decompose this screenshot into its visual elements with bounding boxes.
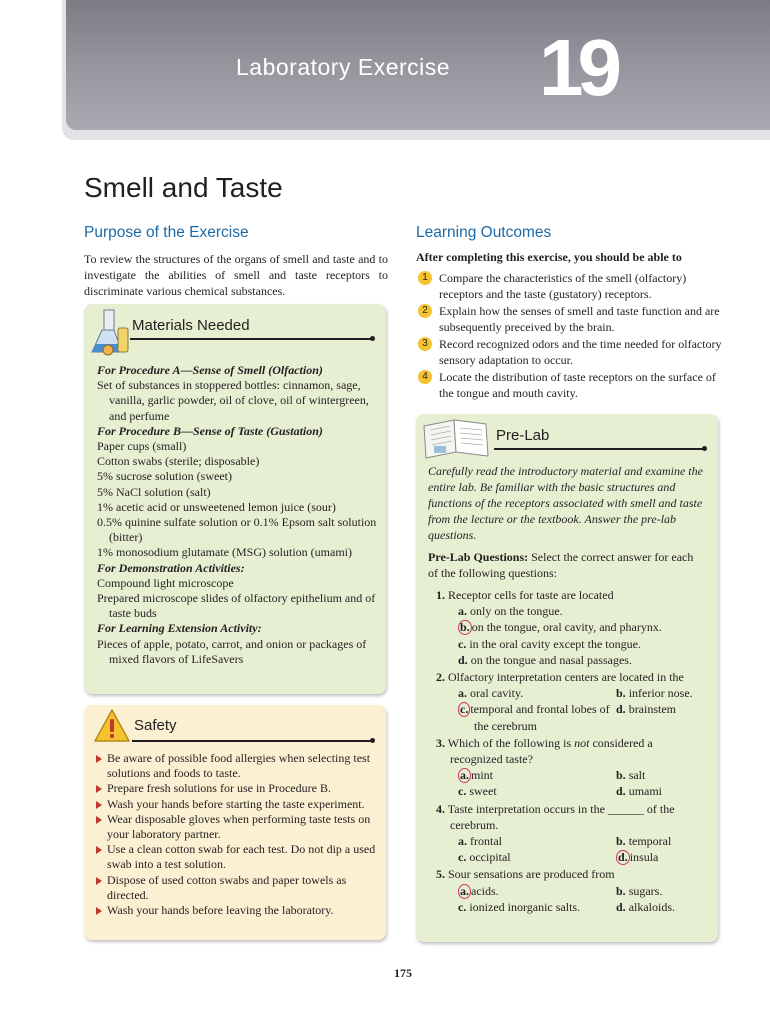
purpose-text: To review the structures of the organs of smell and taste and to investigate the abilities of smell and taste receptors to discriminate various chemical substances. (84, 252, 388, 298)
materials-item: 5% NaCl solution (salt) (97, 484, 211, 499)
warning-icon (92, 707, 132, 745)
prelab-rule (494, 448, 704, 450)
answer-circle: a. (460, 768, 469, 783)
outcome-item (416, 270, 722, 302)
safety-item: Use a clean cotton swab for each test. Do not dip a used swab into a test solution. (96, 842, 378, 872)
answer-option[interactable]: d. brainstem (616, 702, 677, 717)
answer-option[interactable]: d. umami (616, 784, 663, 799)
answer-option[interactable]: a. frontal (458, 834, 502, 849)
outcome-number-badge: 4 (418, 370, 432, 384)
question-stem: 1. Receptor cells for taste are located (436, 588, 614, 602)
materials-rule (130, 338, 372, 340)
question (436, 587, 706, 668)
answer-option[interactable]: d. alkaloids. (616, 899, 676, 914)
safety-list (96, 751, 378, 918)
outcome-text: Locate the distribution of taste receptors on the surface of the tongue and mouth cavity. (439, 370, 716, 400)
materials-item: 1% monosodium glutamate (MSG) solution (umami) (97, 545, 352, 560)
materials-item: Cotton swabs (sterile; disposable) (97, 454, 260, 469)
safety-item: Wash your hands before leaving the laboratory. (96, 903, 378, 918)
materials-item: Prepared microscope slides of olfactory epithelium and of taste buds (97, 591, 376, 621)
question-stem: 4. Taste interpretation occurs in the ______ of the cerebrum. (436, 801, 675, 832)
answer-option[interactable]: c. sweet (458, 784, 497, 799)
question (436, 669, 706, 734)
materials-group-label: For Procedure A—Sense of Smell (Olfaction) (97, 363, 323, 377)
answer-option-selected[interactable]: a. mint (460, 768, 494, 783)
outcome-number-badge: 2 (418, 304, 432, 318)
prelab-questions (436, 587, 706, 916)
outcome-text: Compare the characteristics of the smell (olfactory) receptors and the taste (gustatory) receptors. (439, 271, 687, 301)
outcomes-intro: After completing this exercise, you should be able to (416, 250, 682, 264)
lab-glassware-icon (88, 308, 132, 356)
question-stem: 3. Which of the following is not considered a recognized taste? (436, 735, 653, 767)
question-stem: 5. Sour sensations are produced from (436, 867, 615, 882)
materials-list (97, 363, 379, 667)
materials-item: Pieces of apple, potato, carrot, and onion or packages of mixed flavors of LifeSavers (97, 636, 367, 666)
exercise-number: 19 (539, 23, 616, 112)
outcome-item (416, 369, 722, 401)
safety-rule (132, 740, 372, 742)
safety-item: Be aware of possible food allergies when selecting test solutions and foods to taste. (96, 751, 378, 781)
answer-option[interactable]: b. temporal (616, 834, 672, 849)
page-title: Smell and Taste (84, 172, 283, 203)
answer-circle: c. (460, 702, 469, 717)
page-number: 175 (394, 966, 412, 980)
answer-option[interactable]: b. sugars. (616, 883, 663, 898)
purpose-heading: Purpose of the Exercise (84, 224, 249, 241)
safety-item: Wear disposable gloves when performing taste tests on your laboratory partner. (96, 812, 378, 842)
answer-option[interactable]: a. oral cavity. (458, 686, 524, 701)
answer-option[interactable]: c. ionized inorganic salts. (458, 899, 581, 914)
materials-item: Compound light microscope (97, 575, 234, 590)
question-stem: 2. Olfactory interpretation centers are located in the (436, 670, 684, 685)
answer-option[interactable]: b. inferior nose. (616, 686, 693, 701)
outcome-number-badge: 1 (418, 271, 432, 285)
safety-item: Wash your hands before starting the taste experiment. (96, 797, 378, 812)
answer-option[interactable]: c. occipital (458, 850, 511, 865)
materials-group-label: For Demonstration Activities: (97, 560, 245, 575)
safety-item: Dispose of used cotton swabs and paper towels as directed. (96, 873, 378, 903)
materials-item: 1% acetic acid or unsweetened lemon juice (sour) (97, 499, 336, 514)
question (436, 866, 706, 915)
header-banner (66, 0, 770, 130)
materials-group-label: For Learning Extension Activity: (97, 621, 262, 636)
materials-item: 0.5% quinine sulfate solution or 0.1% Epsom salt solution (bitter) (97, 515, 377, 545)
answer-option[interactable]: a. only on the tongue. (458, 604, 563, 619)
materials-item: 5% sucrose solution (sweet) (97, 469, 232, 484)
answer-option-selected[interactable]: b. on the tongue, oral cavity, and pharynx. (460, 620, 662, 635)
safety-heading: Safety (134, 717, 177, 734)
safety-item: Prepare fresh solutions for use in Procedure B. (96, 781, 378, 796)
materials-item: Set of substances in stoppered bottles: cinnamon, sage, vanilla, garlic powder, oil of clove, oil of wintergreen, and perfume (97, 378, 369, 423)
prelab-heading: Pre-Lab (496, 427, 550, 444)
prelab-questions-label: Pre-Lab Questions: (428, 550, 529, 564)
outcome-item (416, 303, 722, 335)
materials-heading: Materials Needed (132, 317, 250, 334)
question (436, 801, 706, 866)
answer-circle: b. (460, 620, 470, 635)
prelab-questions-heading (428, 549, 706, 581)
outcome-item (416, 336, 722, 368)
outcomes-list (416, 270, 722, 402)
answer-option-selected[interactable]: d. insula (618, 850, 659, 865)
answer-circle: d. (618, 850, 628, 865)
prelab-intro: Carefully read the introductory material and examine the entire lab. Be familiar with the basic structures and functions of the receptors associated with smell and taste from the lecture or the textbook. Answer the pre-lab questions. (428, 464, 703, 542)
prelab-questions-instruction: Select the correct answer for each of the following questions: (428, 550, 694, 580)
answer-option[interactable]: b. salt (616, 768, 646, 783)
outcome-text: Explain how the senses of smell and taste function and are subsequently preceived by the brain. (439, 304, 720, 334)
answer-option-selected[interactable]: c. temporal and frontal lobes of the cerebrum (460, 702, 610, 733)
answer-option-selected[interactable]: a. acids. (460, 883, 499, 898)
open-book-icon (420, 416, 492, 460)
answer-option[interactable]: d. on the tongue and nasal passages. (458, 652, 632, 667)
answer-circle: a. (460, 883, 469, 898)
answer-option[interactable]: c. in the oral cavity except the tongue. (458, 636, 641, 651)
outcome-number-badge: 3 (418, 337, 432, 351)
materials-item: Paper cups (small) (97, 439, 187, 454)
materials-group-label: For Procedure B—Sense of Taste (Gustation) (97, 423, 323, 438)
exercise-label: Laboratory Exercise (236, 54, 451, 80)
outcomes-heading: Learning Outcomes (416, 224, 552, 241)
question (436, 735, 706, 800)
outcome-text: Record recognized odors and the time needed for olfactory sensory adaptation to occur. (439, 337, 722, 367)
